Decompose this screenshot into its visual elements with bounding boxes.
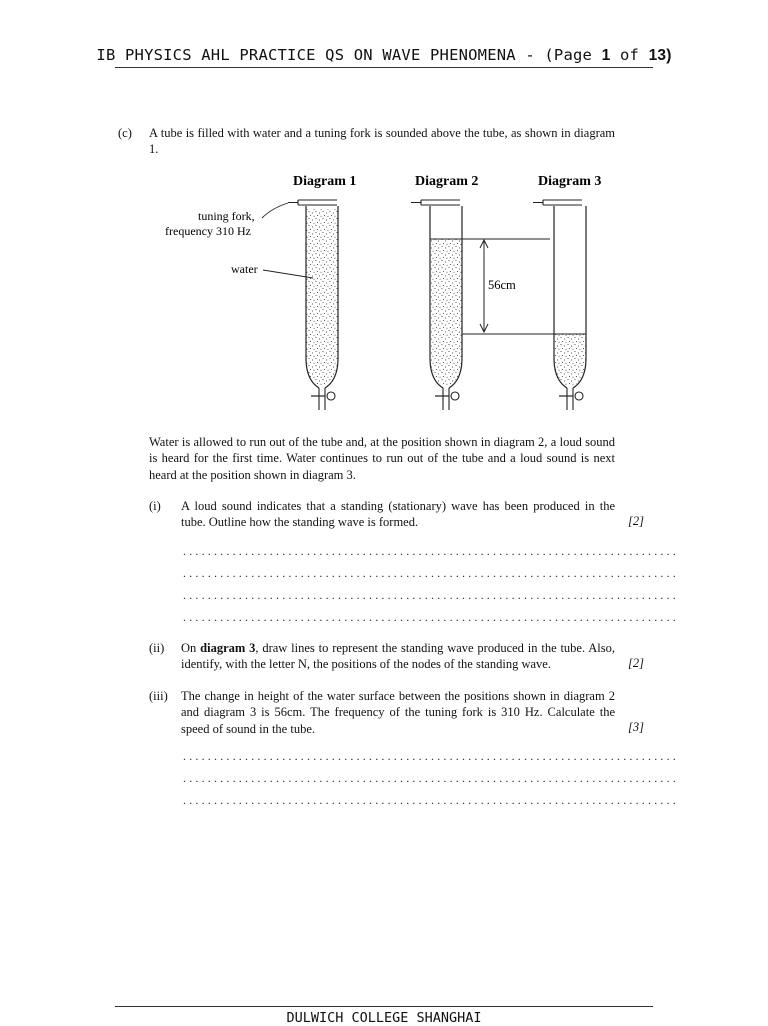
question-i-number: (i) xyxy=(149,499,161,513)
footer-rule xyxy=(115,1006,653,1007)
question-ii-text-bold: diagram 3 xyxy=(200,641,256,655)
question-i-marks: [2] xyxy=(628,514,644,528)
diagram-3-title: Diagram 3 xyxy=(538,174,602,189)
question-iii-number: (iii) xyxy=(149,689,168,703)
answer-line[interactable]: ................................................................................ xyxy=(183,566,679,580)
distance-label: 56cm xyxy=(488,278,516,292)
tuning-fork-3 xyxy=(533,200,582,205)
question-iii-marks: [3] xyxy=(628,720,644,734)
tube-1 xyxy=(306,206,338,410)
header-close: ) xyxy=(666,47,672,64)
answer-line[interactable]: ................................................................................ xyxy=(183,544,679,558)
page-footer: DULWICH COLLEGE SHANGHAI xyxy=(286,1010,482,1026)
water-label: water xyxy=(231,262,258,276)
fork-label-line-2: frequency 310 Hz xyxy=(165,224,251,238)
question-ii-text-post: , draw lines to represent the standing wave produced in the tube. Also, identify, with the letter N, the positions of the nodes of the standing wave. xyxy=(181,641,616,672)
answer-line[interactable]: ................................................................................ xyxy=(183,793,679,807)
paragraph: Water is allowed to run out of the tube and, at the position shown in diagram 2, a loud sound is heard for the first time. Water continues to run out of the tube and a loud sound is next heard at the position shown in diagram 3. xyxy=(149,435,615,482)
fork-label-line-1: tuning fork, xyxy=(198,209,255,223)
part-c-label: (c) xyxy=(118,126,132,140)
answer-line[interactable]: ................................................................................ xyxy=(183,771,679,785)
tuning-fork-2 xyxy=(411,200,460,205)
tube-2 xyxy=(430,206,462,410)
diagram-2-title: Diagram 2 xyxy=(415,174,479,189)
part-c-intro: A tube is filled with water and a tuning fork is sounded above the tube, as shown in diagram 1. xyxy=(149,126,615,157)
question-iii-text: The change in height of the water surface between the positions shown in diagram 2 and diagram 3 is 56cm. The frequency of the tuning fork is 310 Hz. Calculate the speed of sound in the tube. xyxy=(181,689,615,736)
answer-line[interactable]: ................................................................................ xyxy=(183,610,679,624)
question-ii-marks: [2] xyxy=(628,656,644,670)
question-i-text: A loud sound indicates that a standing (stationary) wave has been produced in the tube. Outline how the standing wave is formed. xyxy=(181,499,615,530)
header-of: of xyxy=(610,46,649,64)
page-total: 13 xyxy=(648,47,667,64)
question-ii-text-pre: On xyxy=(181,641,201,655)
answer-line[interactable]: ................................................................................ xyxy=(183,588,679,602)
question-ii-number: (ii) xyxy=(149,641,165,655)
answer-line[interactable]: ................................................................................ xyxy=(183,749,679,763)
page-number: 1 xyxy=(601,47,611,64)
diagram-1-title: Diagram 1 xyxy=(293,174,357,189)
question-ii-text xyxy=(181,640,615,673)
tuning-fork-1 xyxy=(288,200,337,205)
header-title: IB PHYSICS AHL PRACTICE QS ON WAVE PHENOMENA - (Page xyxy=(96,46,602,64)
tube-3 xyxy=(554,206,586,410)
